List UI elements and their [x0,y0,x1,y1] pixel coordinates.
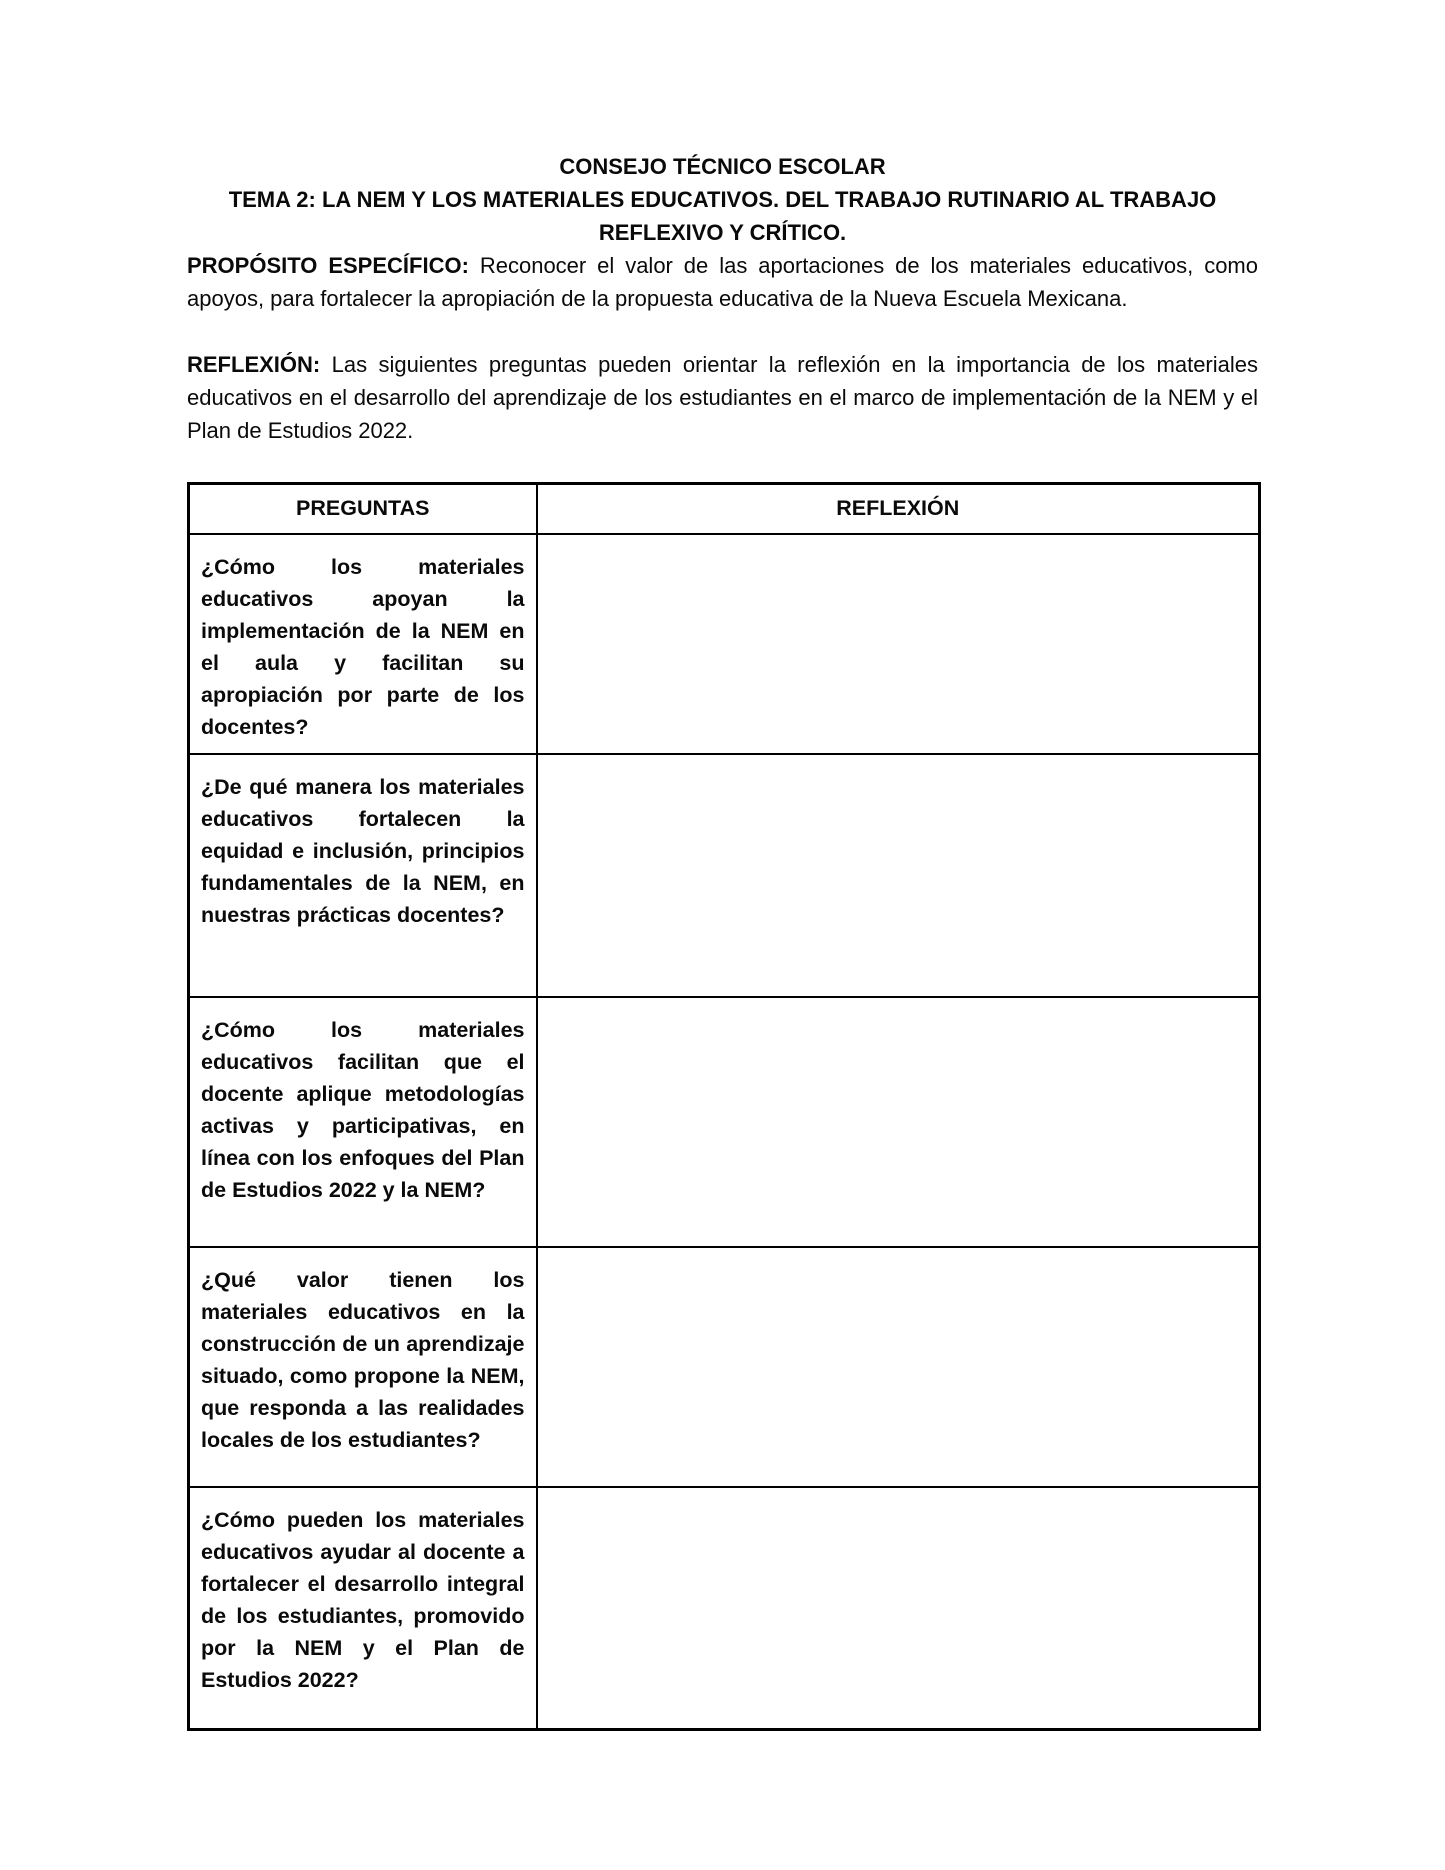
proposito-text: Reconocer el valor de las aportaciones de los materiales educativos, como apoyos, para fortalecer la apropiación de la propuesta educativa de la Nueva Escuela Mexicana. [187,253,1258,311]
reflexion-cell-3 [537,997,1260,1247]
document-subtitle: TEMA 2: LA NEM Y LOS MATERIALES EDUCATIVOS. DEL TRABAJO RUTINARIO AL TRABAJO REFLEXIVO Y CRÍTICO. [228,187,1217,245]
table-row [189,1487,1260,1730]
reflexion-cell-4 [537,1247,1260,1487]
reflexion-paragraph [187,348,1258,447]
document-title: CONSEJO TÉCNICO ESCOLAR [559,154,886,179]
reflexion-text: Las siguientes preguntas pueden orientar la reflexión en la importancia de los materiales educativos en el desarrollo del aprendizaje de los estudiantes en el marco de implementación de la NEM y el Plan de Estudios 2022. [187,352,1258,443]
table-header-row [189,484,1260,534]
question-cell-3: ¿Cómo los materiales educativos facilitan que el docente aplique metodologías activas y participativas, en línea con los enfoques del Plan de Estudios 2022 y la NEM? [189,997,537,1247]
question-cell-5: ¿Cómo pueden los materiales educativos ayudar al docente a fortalecer el desarrollo integral de los estudiantes, promovido por la NEM y el Plan de Estudios 2022? [189,1487,537,1730]
header-reflexion: REFLEXIÓN [537,484,1260,534]
reflexion-cell-2 [537,754,1260,997]
question-cell-2: ¿De qué manera los materiales educativos fortalecen la equidad e inclusión, principios fundamentales de la NEM, en nuestras prácticas docentes? [189,754,537,997]
proposito-paragraph [187,249,1258,315]
reflexion-cell-5 [537,1487,1260,1730]
proposito-label: PROPÓSITO ESPECÍFICO: [187,253,469,278]
question-cell-4: ¿Qué valor tienen los materiales educativos en la construcción de un aprendizaje situado, como propone la NEM, que responda a las realidades locales de los estudiantes? [189,1247,537,1487]
header-preguntas: PREGUNTAS [189,484,537,534]
table-row [189,1247,1260,1487]
question-cell-1: ¿Cómo los materiales educativos apoyan la implementación de la NEM en el aula y facilitan su apropiación por parte de los docentes? [189,534,537,754]
table-row [189,754,1260,997]
document-title-block [187,150,1258,249]
reflexion-cell-1 [537,534,1260,754]
table-row [189,534,1260,754]
reflexion-label: REFLEXIÓN: [187,352,321,377]
table-row [189,997,1260,1247]
preguntas-reflexion-table [187,482,1261,1731]
